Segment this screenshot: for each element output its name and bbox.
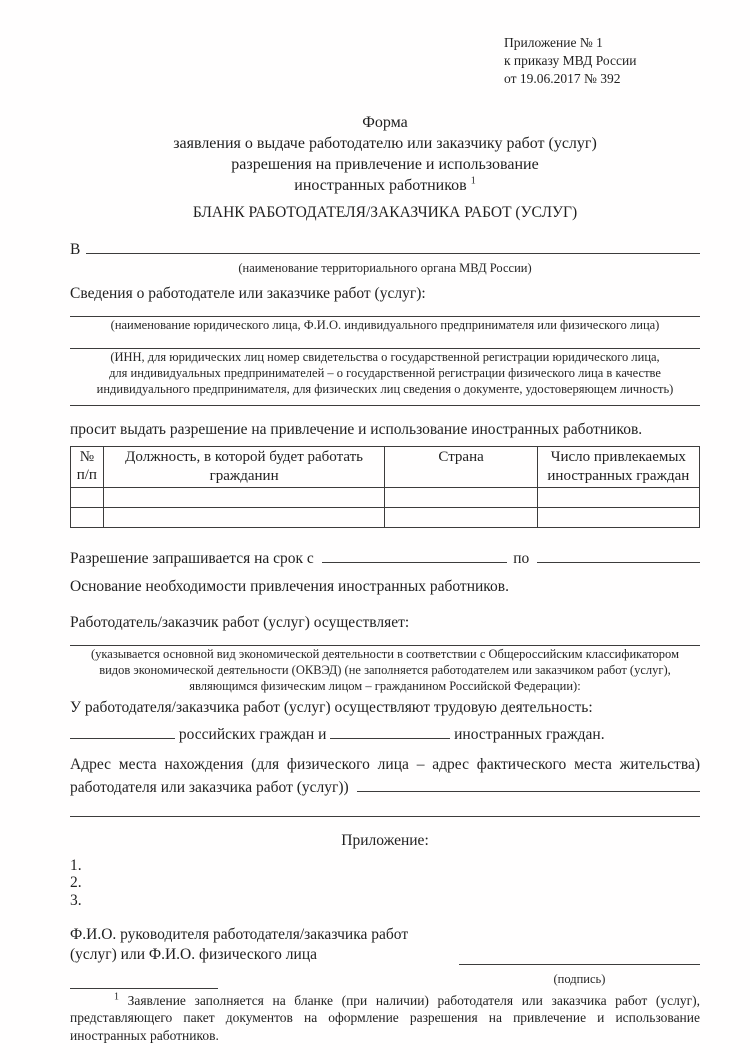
- footnote-marker: 1: [114, 991, 119, 1002]
- form-title-line: заявления о выдаче работодателю или заказчику работ (услуг): [173, 135, 597, 152]
- signature-block: [70, 925, 700, 987]
- footnote: [70, 988, 700, 1045]
- table-cell-position[interactable]: [103, 508, 385, 528]
- table-row: [71, 488, 700, 508]
- address-field[interactable]: [357, 775, 700, 792]
- attachment-title: Приложение:: [341, 831, 429, 849]
- activity-caption-line: видов экономической деятельности (ОКВЭД) (не заполняется работодателем или заказчиком работ (услуг),: [99, 662, 671, 677]
- period-start-field[interactable]: [322, 546, 507, 563]
- form-title-line: разрешения на привлечение и использование: [231, 156, 539, 173]
- form-title-line: [70, 175, 700, 196]
- table-header-position: Должность, в которой будет работать гражданин: [103, 447, 385, 488]
- table-header-country: Страна: [385, 447, 537, 488]
- address-text-line1: Адрес места нахождения (для физического лица – адрес фактического места жительства): [70, 756, 700, 774]
- employer-inn-caption-line: (ИНН, для юридических лиц номер свидетельства о государственной регистрации юридического лица,: [110, 350, 660, 365]
- table-cell-position[interactable]: [103, 488, 385, 508]
- employer-inn-caption-line: индивидуального предпринимателя, для физических лиц сведения о документе, удостоверяющем личность): [96, 382, 674, 397]
- to-field-prefix: В: [70, 241, 81, 259]
- signature-label-line: Ф.И.О. руководителя работодателя/заказчика работ: [70, 926, 409, 944]
- footnote-body: Заявление заполняется на бланке (при наличии) работодателя или заказчика работ (услуг), представляющего пакет документов на оформление разрешения на привлечение и использование иностранных работников.: [70, 992, 700, 1043]
- attachment-list: [70, 857, 700, 910]
- to-field-caption: (наименование территориального органа МВД России): [238, 261, 532, 276]
- table-cell-number[interactable]: [71, 508, 104, 528]
- activity-label: Работодатель/заказчик работ (услуг) осуществляет:: [70, 614, 410, 632]
- signature-area: [459, 947, 700, 987]
- table-cell-country[interactable]: [385, 488, 537, 508]
- russian-workers-count-field[interactable]: [70, 722, 175, 739]
- employer-name-caption: (наименование юридического лица, Ф.И.О. индивидуального предпринимателя или физического лица): [110, 317, 660, 332]
- workforce-foreign-label: иностранных граждан.: [454, 725, 605, 743]
- activity-caption: [70, 646, 700, 694]
- form-title-line: Форма: [362, 114, 408, 131]
- activity-field[interactable]: [70, 633, 700, 645]
- table-cell-number[interactable]: [71, 488, 104, 508]
- employer-inn-caption-line: для индивидуальных предпринимателей – о государственной регистрации физического лица в качестве: [109, 366, 661, 381]
- request-text: просит выдать разрешение на привлечение и использование иностранных работников.: [70, 420, 643, 438]
- employer-inn-caption: [70, 349, 700, 397]
- form-subtitle: БЛАНК РАБОТОДАТЕЛЯ/ЗАКАЗЧИКА РАБОТ (УСЛУГ): [192, 204, 578, 221]
- basis-text: Основание необходимости привлечения иностранных работников.: [70, 578, 509, 596]
- table-cell-count[interactable]: [537, 508, 699, 528]
- form-title: [70, 112, 700, 196]
- address-row: [70, 775, 700, 798]
- territorial-authority-field[interactable]: [86, 237, 700, 254]
- header-note-line: от 19.06.2017 № 392: [504, 71, 621, 86]
- table-cell-country[interactable]: [385, 508, 537, 528]
- attachment-item-2: 2.: [70, 874, 82, 892]
- employer-inn-field[interactable]: [70, 337, 700, 349]
- form-title-text: иностранных работников: [294, 177, 467, 194]
- employer-extra-field[interactable]: [70, 397, 700, 406]
- employer-info-label: Сведения о работодателе или заказчике работ (услуг):: [70, 285, 426, 303]
- header-note-line: к приказу МВД России: [504, 53, 637, 68]
- attachment-item-3: 3.: [70, 891, 82, 909]
- footnote-text: [70, 992, 700, 1045]
- table-header-count: Число привлекаемых иностранных граждан: [537, 447, 699, 488]
- signature-field[interactable]: [459, 947, 700, 965]
- activity-caption-line: (указывается основной вид экономической деятельности в соответствии с Общероссийским классификатором: [91, 646, 679, 661]
- table-row: [71, 508, 700, 528]
- table-header-row: [71, 447, 700, 488]
- signature-label-line: (услуг) или Ф.И.О. физического лица: [70, 946, 317, 964]
- header-note: [504, 34, 700, 88]
- header-note-line: Приложение № 1: [504, 35, 603, 50]
- foreign-workers-table: [70, 446, 700, 528]
- table-cell-count[interactable]: [537, 488, 699, 508]
- address-extra-field[interactable]: [70, 804, 700, 816]
- period-to-label: по: [513, 550, 530, 568]
- workforce-russian-label: российских граждан и: [178, 725, 327, 743]
- signature-caption: (подпись): [553, 972, 606, 987]
- activity-caption-line: являющимся физическим лицом – гражданином Российской Федерации):: [189, 678, 581, 693]
- footnote-reference-mark: 1: [470, 175, 476, 187]
- attachment-item-1: 1.: [70, 856, 82, 874]
- period-row: [70, 546, 700, 569]
- period-label: Разрешение запрашивается на срок с: [70, 550, 314, 568]
- table-header-number: № п/п: [71, 447, 104, 488]
- workforce-row: [70, 722, 700, 745]
- address-text-line2: работодателя или заказчика работ (услуг)): [70, 779, 349, 797]
- workforce-label: У работодателя/заказчика работ (услуг) осуществляют трудовую деятельность:: [70, 698, 593, 716]
- signature-label: [70, 925, 459, 987]
- to-field-row: [70, 237, 700, 260]
- employer-name-field[interactable]: [70, 304, 700, 316]
- footnote-divider: [70, 988, 218, 989]
- foreign-workers-count-field[interactable]: [330, 722, 450, 739]
- period-end-field[interactable]: [537, 546, 700, 563]
